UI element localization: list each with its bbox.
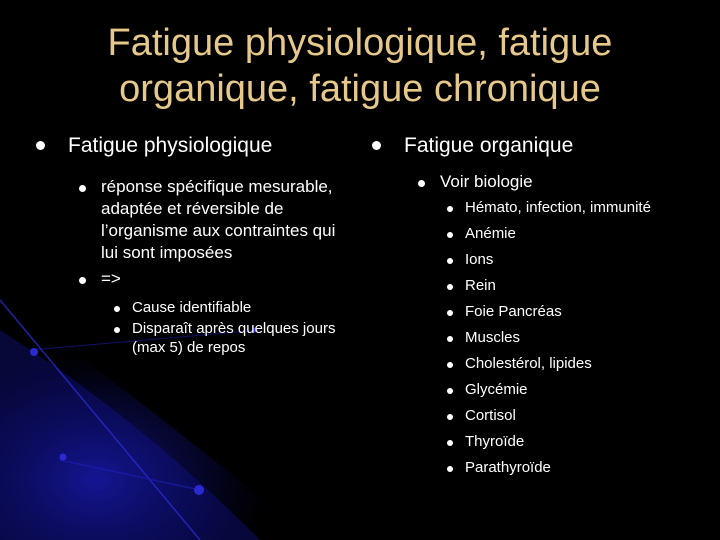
bullet-item	[114, 319, 356, 357]
bullet-dot-icon	[79, 185, 86, 192]
bullet-item	[79, 268, 356, 290]
decor-dot	[194, 485, 204, 495]
bullet-dot-icon	[447, 206, 453, 212]
bullet-item	[447, 327, 712, 349]
right-sub-item-text: Ions	[465, 251, 494, 268]
left-item-text: réponse spécifique mesurable, adaptée et réversible de l’organisme aux contraintes qui lui sont imposées	[101, 177, 336, 262]
right-item-text: Voir biologie	[440, 172, 533, 191]
bullet-dot-icon	[372, 141, 381, 150]
bullet-dot-icon	[114, 306, 120, 312]
slide-title	[40, 20, 680, 112]
bullet-item	[79, 176, 356, 264]
left-sub-item-text: Cause identifiable	[132, 299, 252, 316]
left-heading: Fatigue physiologique	[68, 134, 273, 157]
bullet-item	[447, 353, 712, 375]
blue-swoosh-light	[0, 330, 260, 540]
bullet-item	[447, 431, 712, 453]
bullet-item	[114, 298, 356, 317]
right-sub-item-text: Glycémie	[465, 381, 528, 398]
right-sub-item-text: Parathyroïde	[465, 459, 551, 476]
left-sub-item-text: Disparaît après quelques jours (max 5) de repos	[132, 320, 336, 356]
bullet-item	[36, 131, 356, 161]
title-line-2: organique, fatigue chronique	[119, 68, 601, 110]
bullet-dot-icon	[447, 336, 453, 342]
bullet-item	[447, 301, 712, 323]
right-heading: Fatigue organique	[404, 134, 574, 157]
bullet-dot-icon	[447, 232, 453, 238]
bullet-item	[447, 197, 712, 219]
bullet-item	[447, 457, 712, 479]
right-sub-item-text: Muscles	[465, 329, 521, 346]
right-column	[372, 131, 712, 479]
right-sub-item-text: Cholestérol, lipides	[465, 355, 592, 372]
bullet-item	[447, 379, 712, 401]
right-sub-item-text: Cortisol	[465, 407, 516, 424]
bullet-dot-icon	[447, 440, 453, 446]
right-sub-item-text: Rein	[465, 277, 496, 294]
bullet-dot-icon	[447, 284, 453, 290]
bullet-dot-icon	[447, 362, 453, 368]
title-line-1: Fatigue physiologique, fatigue	[107, 22, 613, 64]
right-sub-item-text: Foie Pancréas	[465, 303, 562, 320]
bullet-item	[372, 131, 712, 161]
bullet-item	[447, 275, 712, 297]
bullet-dot-icon	[447, 258, 453, 264]
bullet-dot-icon	[114, 327, 120, 333]
bullet-dot-icon	[447, 466, 453, 472]
bullet-dot-icon	[36, 141, 45, 150]
right-sub-item-text: Thyroïde	[465, 433, 525, 450]
bullet-dot-icon	[418, 180, 425, 187]
bullet-dot-icon	[447, 414, 453, 420]
left-column	[36, 131, 356, 357]
right-sub-item-text: Anémie	[465, 225, 516, 242]
decor-dot	[60, 454, 67, 461]
bullet-item	[447, 249, 712, 271]
right-sub-item-text: Hémato, infection, immunité	[465, 199, 651, 216]
bullet-dot-icon	[447, 310, 453, 316]
bullet-item	[447, 223, 712, 245]
bullet-item	[447, 405, 712, 427]
bullet-item	[418, 171, 712, 193]
left-item-text: =>	[101, 269, 121, 288]
bullet-dot-icon	[447, 388, 453, 394]
bullet-dot-icon	[79, 277, 86, 284]
